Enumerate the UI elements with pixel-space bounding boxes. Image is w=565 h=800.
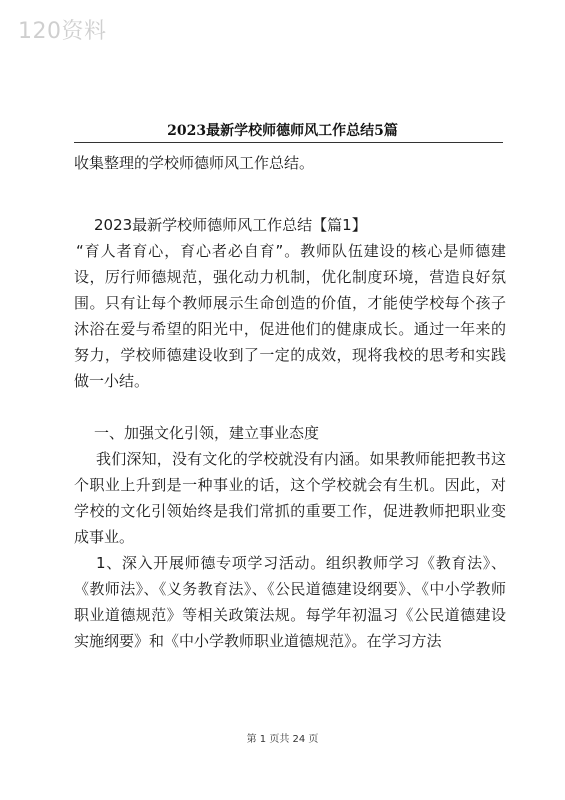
paragraph-3: 1、深入开展师德专项学习活动。组织教师学习《教育法》、《教师法》、《义务教育法》、《公民道德建设纲要》、《中小学教师职业道德规范》等相关政策法规。每学年初温习《公民道德建设实施纲要》和《中小学教师职业道德规范》。在学习方法 <box>74 554 506 650</box>
paragraph-2: 我们深知，没有文化的学校就没有内涵。如果教师能把教书这个职业上升到是一种事业的话，这个学校就会有生机。因此，对学校的文化引领始终是我们常抓的重要工作，促进教师把职业变成事业。 <box>74 450 506 546</box>
section-title: 2023最新学校师德师风工作总结【篇1】 <box>94 216 367 234</box>
document-title: 2023最新学校师德师风工作总结5篇 <box>167 123 398 139</box>
title-divider <box>74 142 503 143</box>
intro-text: 收集整理的学校师德师风工作总结。 <box>74 154 315 172</box>
paragraph-1: “育人者育心，育心者必自育”。教师队伍建设的核心是师德建设，厉行师德规范，强化动力机制，优化制度环境，营造良好氛围。只有让每个教师展示生命创造的价值，才能使学校每个孩子沐浴在爱与希望的阳光中，促进他们的健康成长。通过一年来的努力，学校师德建设收到了一定的成效，现将我校的思考和实践做一小结。 <box>74 242 506 390</box>
watermark-logo: 120资料 <box>18 19 107 44</box>
heading-1: 一、加强文化引领，建立事业态度 <box>94 424 320 442</box>
page-footer: 第 1 页共 24 页 <box>246 734 319 745</box>
